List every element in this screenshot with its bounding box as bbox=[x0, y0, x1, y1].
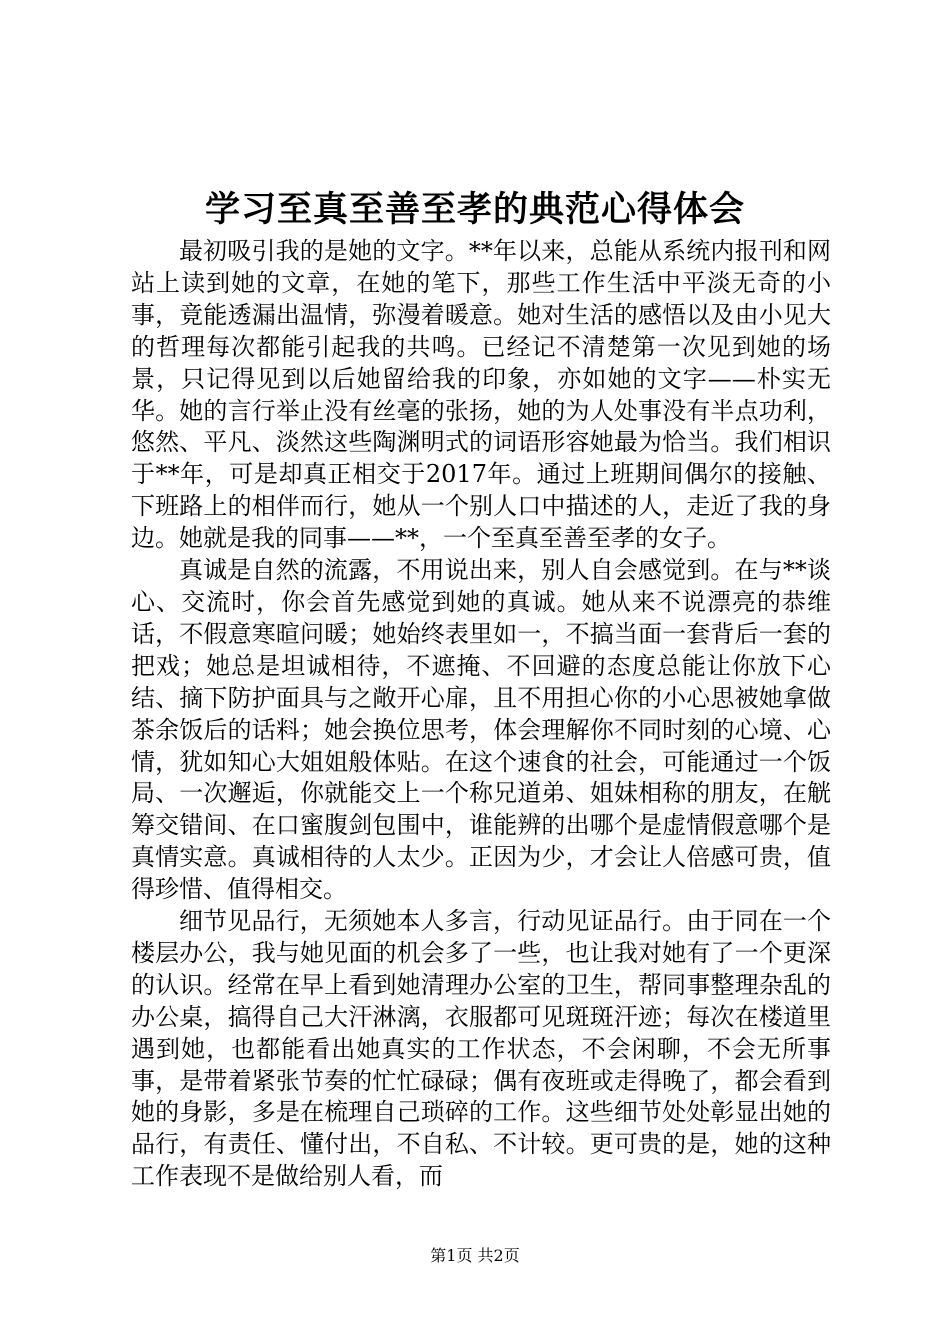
document-title: 学习至真至善至孝的典范心得体会 bbox=[204, 189, 745, 230]
paragraph-3: 细节见品行，无须她本人多言，行动见证品行。由于同在一个楼层办公，我与她见面的机会多了一些，也让我对她有了一个更深的认识。经常在早上看到她清理办公室的卫生，帮同事整理杂乱的办公桌，搞得自己大汗淋漓，衣服都可见斑斑汗迹；每次在楼道里遇到她，也都能看出她真实的工作状态，不会闲聊，不会无所事事，是带着紧张节奏的忙忙碌碌；偶有夜班或走得晚了，都会看到她的身影，多是在梳理自己琐碎的工作。这些细节处处彰显出她的品行，有责任、懂付出，不自私、不计较。更可贵的是，她的这种工作表现不是做给别人看，而 bbox=[131, 907, 831, 1191]
page-number-footer: 第1页 共2页 bbox=[430, 1246, 520, 1265]
document-body bbox=[131, 236, 831, 1193]
paragraph-1: 最初吸引我的是她的文字。**年以来，总能从系统内报刊和网站上读到她的文章，在她的笔下，那些工作生活中平淡无奇的小事，竟能透漏出温情，弥漫着暖意。她对生活的感悟以及由小见大的哲理每次都能引起我的共鸣。已经记不清楚第一次见到她的场景，只记得见到以后她留给我的印象，亦如她的文字——朴实无华。她的言行举止没有丝毫的张扬，她的为人处事没有半点功利，悠然、平凡、淡然这些陶渊明式的词语形容她最为恰当。我们相识于**年，可是却真正相交于2017年。通过上班期间偶尔的接触、下班路上的相伴而行，她从一个别人口中描述的人，走近了我的身边。她就是我的同事——**，一个至真至善至孝的女子。 bbox=[131, 237, 831, 553]
paragraph-2: 真诚是自然的流露，不用说出来，别人自会感觉到。在与**谈心、交流时，你会首先感觉到她的真诚。她从来不说漂亮的恭维话，不假意寒暄问暖；她始终表里如一，不搞当面一套背后一套的把戏；她总是坦诚相待，不遮掩、不回避的态度总能让你放下心结、摘下防护面具与之敞开心扉，且不用担心你的小心思被她拿做茶余饭后的话料；她会换位思考，体会理解你不同时刻的心境、心情，犹如知心大姐姐般体贴。在这个速食的社会，可能通过一个饭局、一次邂逅，你就能交上一个称兄道弟、姐妹相称的朋友，在觥筹交错间、在口蜜腹剑包围中，谁能辨的出哪个是虚情假意哪个是真情实意。真诚相待的人太少。正因为少，才会让人倍感可贵，值得珍惜、值得相交。 bbox=[131, 556, 831, 904]
